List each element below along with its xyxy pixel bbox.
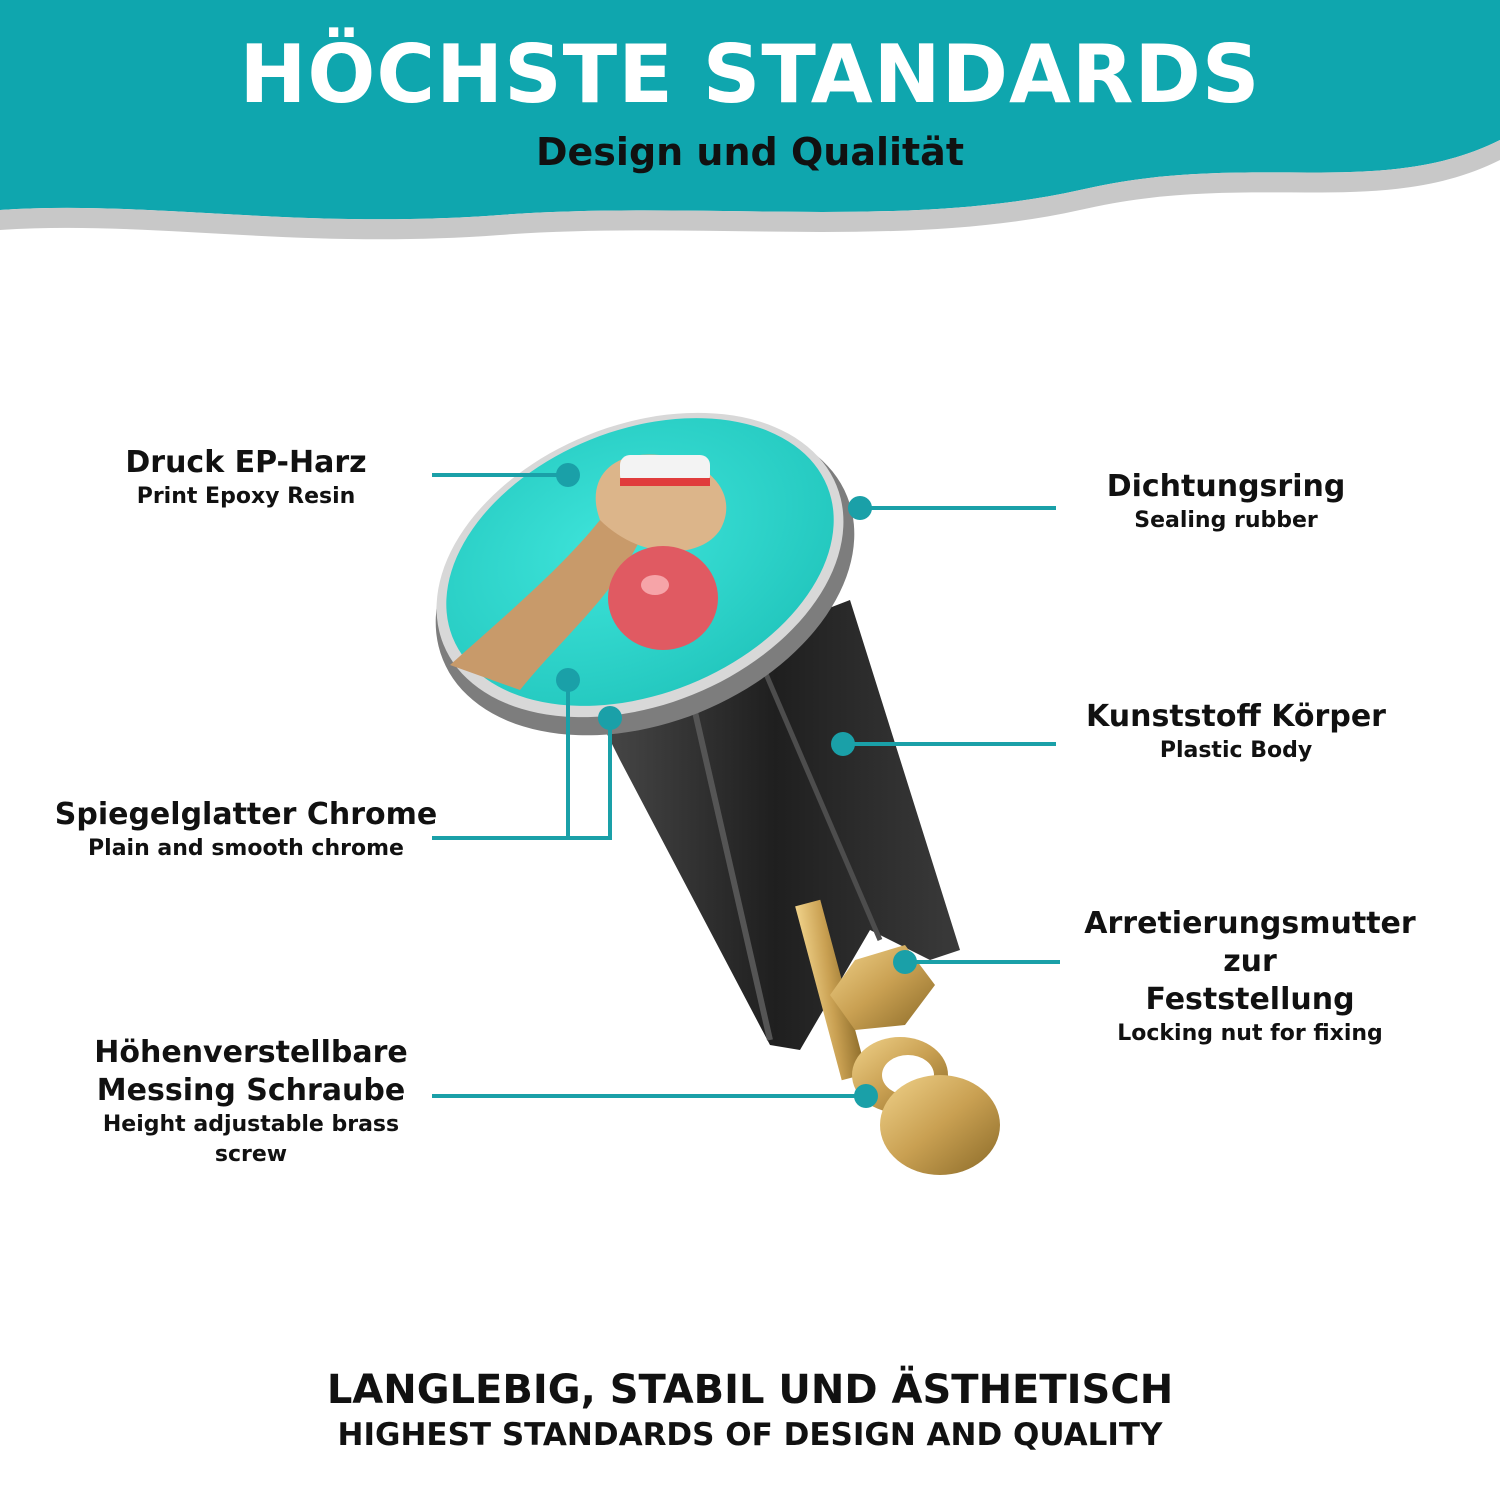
- callout-nut-de2: Feststellung: [1145, 982, 1355, 1017]
- callout-epoxy-en: Print Epoxy Resin: [136, 484, 356, 509]
- callout-seal-de: Dichtungsring: [1106, 469, 1346, 504]
- callout-screw-en: Height adjustable brass screw: [102, 1112, 400, 1167]
- callout-nut-de1: Arretierungsmutter zur: [1084, 906, 1416, 979]
- callout-chrome-en: Plain and smooth chrome: [88, 836, 404, 861]
- callout-body: [1066, 698, 1406, 766]
- callout-chrome-de: Spiegelglatter Chrome: [54, 797, 438, 832]
- callout-body-en: Plastic Body: [1159, 738, 1313, 763]
- callout-screw-de2: Messing Schraube: [96, 1073, 406, 1108]
- footer: [0, 1365, 1500, 1455]
- page-title: HÖCHSTE STANDARDS: [239, 28, 1261, 121]
- callout-screw-de1: Höhenverstellbare: [94, 1035, 408, 1070]
- callout-screw: [66, 1034, 436, 1170]
- callout-body-de: Kunststoff Körper: [1086, 699, 1386, 734]
- callout-nut: [1060, 905, 1440, 1049]
- page-subtitle: Design und Qualität: [535, 130, 964, 174]
- callout-epoxy: [86, 444, 406, 512]
- callout-epoxy-de: Druck EP-Harz: [125, 445, 367, 480]
- callout-seal: [1066, 468, 1386, 536]
- footer-line-1: LANGLEBIG, STABIL UND ÄSTHETISCH: [326, 1367, 1174, 1413]
- footer-line-2: HIGHEST STANDARDS OF DESIGN AND QUALITY: [337, 1417, 1163, 1453]
- callout-seal-en: Sealing rubber: [1134, 508, 1318, 533]
- callout-chrome: [46, 796, 446, 864]
- callout-nut-en: Locking nut for fixing: [1117, 1021, 1383, 1046]
